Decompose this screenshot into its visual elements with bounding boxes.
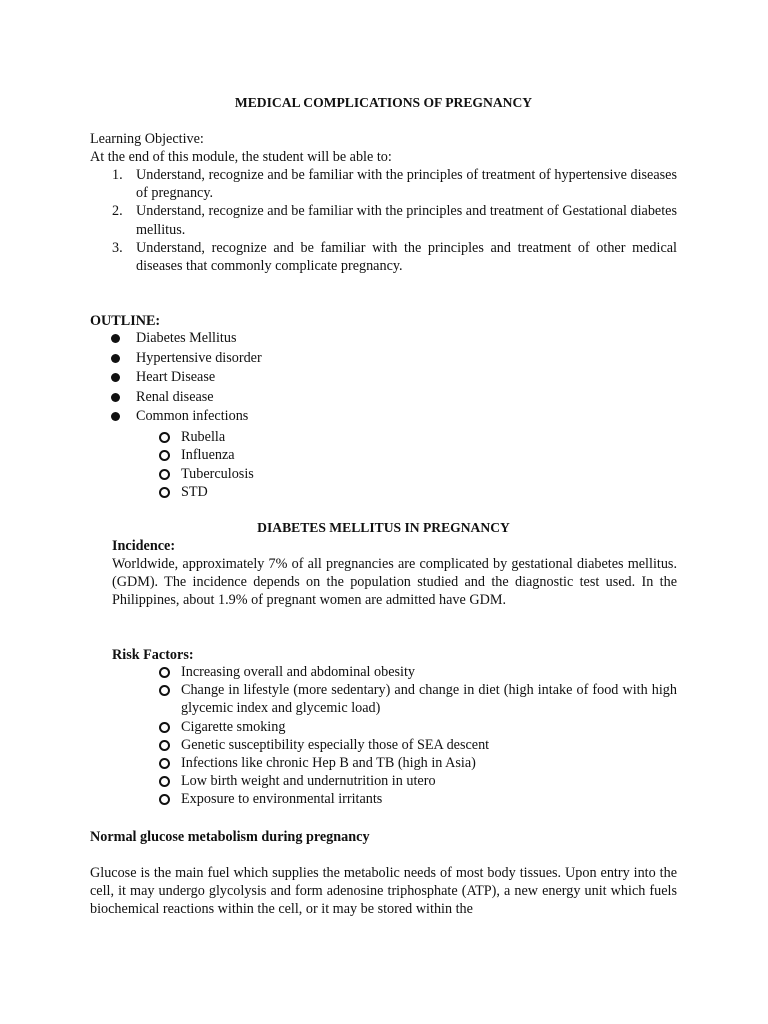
incidence-paragraph: Worldwide, approximately 7% of all pregnancies are complicated by gestational diabetes mellitus. (GDM). The incidence depends on the population studied and the diagnostic test used. In the Philippines, about 1.9% of pregnant women are admitted have GDM. <box>112 556 677 609</box>
sublist-item-label: Tuberculosis <box>181 465 254 482</box>
risk-factor-label: Change in lifestyle (more sedentary) and change in diet (high intake of food with high glycemic index and glycemic load) <box>181 682 677 717</box>
objectives-list <box>90 166 677 275</box>
risk-factor-item <box>158 736 677 754</box>
outline-item-label: Renal disease <box>136 388 214 405</box>
risk-factors-heading: Risk Factors: <box>112 647 194 663</box>
sublist-item <box>158 465 254 483</box>
incidence-heading: Incidence: <box>112 538 176 554</box>
objective-number: 3. <box>112 239 123 256</box>
objective-number: 1. <box>112 167 123 183</box>
learning-objective-heading: Learning Objective: <box>90 131 204 147</box>
outline-item <box>110 368 262 388</box>
outline-item-label: Diabetes Mellitus <box>136 330 237 346</box>
outline-item <box>110 388 262 408</box>
circle-bullet-icon <box>159 685 170 696</box>
risk-factor-label: Cigarette smoking <box>181 718 286 735</box>
objective-item <box>90 202 677 238</box>
circle-bullet-icon <box>159 432 170 443</box>
bullet-icon <box>111 393 120 402</box>
objective-text: Understand, recognize and be familiar with the principles and treatment of other medical diseases that commonly complicate pregnancy. <box>136 239 677 275</box>
circle-bullet-icon <box>159 450 170 461</box>
objective-text: Understand, recognize and be familiar with the principles and treatment of Gestational diabetes mellitus. <box>136 203 677 238</box>
section-heading-diabetes: DIABETES MELLITUS IN PREGNANCY <box>257 520 510 535</box>
objective-item <box>90 239 677 275</box>
objective-item <box>90 166 677 202</box>
learning-objective-intro: At the end of this module, the student will be able to: <box>90 149 392 165</box>
risk-factor-item <box>158 772 677 790</box>
circle-bullet-icon <box>159 740 170 751</box>
glucose-paragraph: Glucose is the main fuel which supplies the metabolic needs of most body tissues. Upon entry into the cell, it may undergo glycolysis and form adenosine triphosphate (ATP), a new energy unit which fuels biochemical reactions within the cell, or it may be stored within the <box>90 865 677 918</box>
objective-number: 2. <box>112 203 123 220</box>
objective-text: Understand, recognize and be familiar with the principles of treatment of hypertensive diseases of pregnancy. <box>136 167 677 202</box>
outline-item <box>110 407 262 427</box>
page-title: MEDICAL COMPLICATIONS OF PREGNANCY <box>234 95 533 110</box>
sublist-item <box>158 483 254 501</box>
risk-factor-label: Exposure to environmental irritants <box>181 791 383 808</box>
risk-factor-item <box>158 681 677 717</box>
circle-bullet-icon <box>159 776 170 787</box>
outline-item-label: Hypertensive disorder <box>136 349 262 366</box>
sublist-item <box>158 428 254 446</box>
outline-heading: OUTLINE: <box>90 313 161 329</box>
risk-factor-item <box>158 663 677 681</box>
risk-factor-item <box>158 754 677 772</box>
bullet-icon <box>111 334 120 343</box>
bullet-icon <box>111 354 120 363</box>
infections-sublist <box>158 428 254 502</box>
circle-bullet-icon <box>159 758 170 769</box>
circle-bullet-icon <box>159 722 170 733</box>
bullet-icon <box>111 412 120 421</box>
risk-factor-item <box>158 790 677 808</box>
risk-factor-label: Genetic susceptibility especially those of SEA descent <box>181 736 490 753</box>
outline-list <box>110 329 262 427</box>
risk-factor-label: Low birth weight and undernutrition in utero <box>181 773 436 790</box>
sublist-item-label: Influenza <box>181 447 235 464</box>
outline-item-label: Heart Disease <box>136 369 216 386</box>
sublist-item-label: Rubella <box>181 429 226 445</box>
circle-bullet-icon <box>159 469 170 480</box>
risk-factor-label: Infections like chronic Hep B and TB (high in Asia) <box>181 755 476 772</box>
risk-factor-label: Increasing overall and abdominal obesity <box>181 664 416 680</box>
glucose-metabolism-heading: Normal glucose metabolism during pregnancy <box>90 829 370 845</box>
circle-bullet-icon <box>159 667 170 678</box>
outline-item-label: Common infections <box>136 408 249 425</box>
circle-bullet-icon <box>159 794 170 805</box>
bullet-icon <box>111 373 120 382</box>
sublist-item <box>158 446 254 464</box>
circle-bullet-icon <box>159 487 170 498</box>
sublist-item-label: STD <box>181 484 208 501</box>
outline-item <box>110 329 262 349</box>
risk-factor-item <box>158 718 677 736</box>
outline-item <box>110 349 262 369</box>
risk-factors-list <box>158 663 677 809</box>
